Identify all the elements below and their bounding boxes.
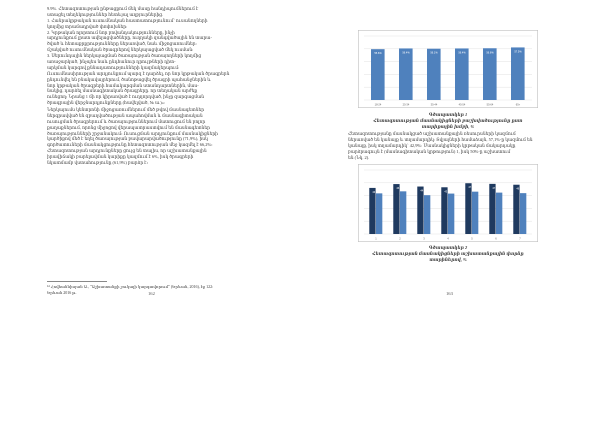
- right-page: [300, 0, 600, 424]
- footnote: [47, 284, 237, 296]
- chart2-bar: [489, 184, 495, 234]
- left-page-text-bottom: [47, 107, 237, 166]
- chart2-bar: [465, 183, 471, 234]
- chart2-tick-label: 1: [375, 237, 377, 241]
- chart1-bar: [427, 49, 441, 100]
- chart1-caption: [348, 112, 548, 130]
- chart2-bar: [472, 192, 478, 234]
- footnote-line: Երևան 2016 թ.: [47, 289, 77, 295]
- bar-chart-1-svg: [358, 30, 538, 108]
- chart2-bar: [393, 184, 399, 234]
- text-line: նակից, դարձել մասնագիտական ծրագրերը. որ տեղական արժեք: [47, 88, 198, 94]
- text-line: 9.9%. Հետազոտության ընթացքում մեկ մասը հանդիպումներում է: [47, 6, 199, 11]
- chart1-tick-label: 55-64: [486, 103, 494, 107]
- chart2-bar: [424, 195, 430, 234]
- text-line: արդյունքում լրատ ավելացվածները, ուղղակի զանգվածային են տարա-: [47, 35, 212, 41]
- footnote-separator: [47, 281, 107, 282]
- chart1-tick-label: 18-24: [374, 103, 382, 107]
- chart2-data-label: 43.2%: [372, 190, 380, 194]
- chart1-data-label: 56.6%: [486, 51, 494, 55]
- text-line: մշակված ուսումնական ծրագրերով ներկայացված մեկ ուսման:: [47, 47, 194, 53]
- text-line: ներգրավված են զբաղվածության ապահովման և մասնագիտական: [47, 112, 203, 118]
- chart1-data-label: 56.4%: [458, 51, 466, 55]
- bar-chart-2-svg: [358, 164, 538, 242]
- text-line: քաղաքներում, որոնց միջոցով վերապատրաստվում են մասնագետներ: [47, 124, 210, 130]
- chart1-tick-label: 25-34: [402, 103, 410, 107]
- chart2-caption: [348, 245, 548, 263]
- text-line: ուսուցման ծրագրերում և ծառայություններում մատուցում են բոլոր: [47, 118, 206, 124]
- chart1-bar: [371, 49, 385, 100]
- chart2-bar: [448, 194, 454, 234]
- chart1-bar: [483, 48, 497, 100]
- chart2-tick-label: 5: [471, 237, 473, 241]
- chart2-bar: [520, 193, 526, 234]
- chart2-bar: [376, 193, 382, 234]
- text-line: 1. Հանրակրթական ուսումնական հաստատությունում` ուսանողների: [47, 17, 208, 23]
- chart2-bar: [496, 193, 502, 234]
- footnote-line: ¹⁴ Հովհաննիսյան Ա., "Աշխատանքի շուկայի կարգավորում" (Երևան, 2016), էջ 122:: [47, 284, 214, 289]
- chart2-data-label: 46.8%: [396, 187, 404, 191]
- text-line: են (Նկ. 2).: [348, 154, 370, 160]
- chart1-data-label: 55.6%: [374, 52, 382, 56]
- right-page-paragraph: [348, 131, 548, 160]
- chart1-data-label: 57.5%: [514, 50, 522, 54]
- chart2-bar: [400, 191, 406, 234]
- text-line: կարծիքով մեծ է եղել ծառայության բավարարվածությունը (71,9%), իսկ: [47, 136, 208, 142]
- text-line: ստացել տեղեկություններ հետևյալ աղբյուրներից.: [47, 11, 164, 17]
- text-line: կանայք, իսկ տղամարդիկ` 42,9%: Մասնակիցների կրթական մակարդակը: [348, 142, 516, 148]
- chart2-data-label: 43.8%: [444, 190, 452, 194]
- chart1-bar: [511, 47, 525, 100]
- chart1-caption-title: Հետազոտության մասնակիցների բաշխվածությունը ըստ: [373, 117, 523, 123]
- chart1-caption-unit: տարիքային խմբի, %: [421, 123, 475, 129]
- text-line: ծրագրային վերջնարդյունքները (հավելված, № ա.)»:: [47, 100, 166, 106]
- left-page-text-top: [47, 6, 237, 106]
- chart1-tick-label: 35-44: [430, 103, 438, 107]
- text-line: 2. Կրթական ոլորտում նոր բովանդակությունները, ինչի: [47, 29, 175, 35]
- text-line: գործատուների մասնակցությունը հետազոտության մեջ կազմել է 66,2%։: [47, 142, 213, 148]
- text-line: ծված և հետաքրքրությունները ներառված, նաև միջոցառումներ:: [47, 41, 197, 47]
- text-line: նկատմամբ վստահությունը (61,9%) բարձր է։: [47, 160, 149, 166]
- text-line: Ներկայումս կենտրոնի միջոցառումներում մեծ թվով մասնագետներ: [47, 107, 205, 112]
- chart1-bar: [399, 48, 413, 100]
- chart2-bar: [369, 188, 375, 234]
- chart2-tick-label: 7: [519, 237, 521, 241]
- chart1-caption-label: Գծապատկեր 1: [428, 112, 468, 117]
- chart1-tick-label: 45-54: [458, 103, 466, 107]
- text-line: ծառայությունների շրջանակում։ Ուսուցման արդյունքում մասնակիցների: [47, 130, 218, 136]
- chart1-tick-label: 65+: [515, 103, 521, 107]
- chart2-tick-label: 4: [447, 237, 449, 241]
- chart2-caption-title: Հետազոտության մասնակիցների աշխատանքային փորձը: [372, 250, 524, 256]
- bar-chart-1: [358, 30, 538, 108]
- chart1-data-label: 56.1%: [430, 51, 438, 55]
- chart2-caption-label: Գծապատկեր 2: [428, 245, 468, 250]
- chart2-tick-label: 3: [423, 237, 425, 241]
- chart2-bar: [441, 187, 447, 234]
- text-line: բարձրագույն է (մասնագիտական կրթություն) 1, իսկ 50%-ը աշխատում: [348, 148, 511, 154]
- chart2-tick-label: 2: [399, 237, 401, 241]
- page-number-right: 163: [446, 291, 453, 296]
- chart2-data-label: 47.0%: [492, 186, 500, 190]
- text-line: կողմից տրամադրված փոփոխներ:: [47, 23, 128, 29]
- text-line: Հետազոտությանը մասնակցած աշխատանքային ռեսուրսների կազմում: [348, 131, 516, 136]
- text-line: ներառված են կանայք և տղամարդիկ: Տվյալների համաձայն, 57,1%-ը կազմում են: [348, 136, 533, 142]
- chart1-frame: [358, 30, 537, 107]
- chart1-data-label: 56.4%: [402, 51, 410, 55]
- chart2-caption-unit: տարիներով, %: [429, 256, 467, 262]
- chart2-tick-label: 6: [495, 237, 497, 241]
- chart2-data-label: 47.6%: [468, 186, 476, 190]
- text-line: ընդունվել են բնակավայրերում, ծանոթացվել ծրագրի պահանջներին և: [47, 76, 211, 82]
- chart1-bar: [455, 48, 469, 100]
- chart2-bar: [417, 187, 423, 234]
- chart2-bar: [513, 185, 519, 234]
- page-number-left: 162: [148, 291, 155, 296]
- text-line: ունեցող։ Նրանց 1 մի որ կիրառված է ուղղորդված, ինչը զարգացման: [47, 94, 205, 100]
- chart2-data-label: 46.2%: [516, 187, 524, 191]
- text-line: իրավիճակի բարելավման կարիքը կազմում է 6%, իսկ ծրագրերի: [47, 154, 194, 160]
- chart2-data-label: 44.5%: [420, 189, 428, 193]
- text-line: 3. Սերունդային ներկայացման ծառայության ծառայողների կողմից: [47, 53, 202, 59]
- bar-chart-2: [358, 164, 538, 242]
- text-line: արկման կարգով քննադատությունների կազմակերպում:: [47, 64, 180, 70]
- text-line: Ուսումնասիրության արդյունքում պարզ է դարձել, որ նոր կրթական ծրագրերն: [47, 70, 230, 76]
- text-line: առաջարկած, ինչպես նաև ընդհանուր դրույթների դիտ-: [47, 59, 176, 65]
- text-line: Հետազոտության արդյունքները ցույց են տալիս, որ աշխատանքային: [47, 148, 207, 154]
- text-line: նոր կրթական ծրագրերի համակարգման ստանդարտներին, մաս-: [47, 82, 199, 88]
